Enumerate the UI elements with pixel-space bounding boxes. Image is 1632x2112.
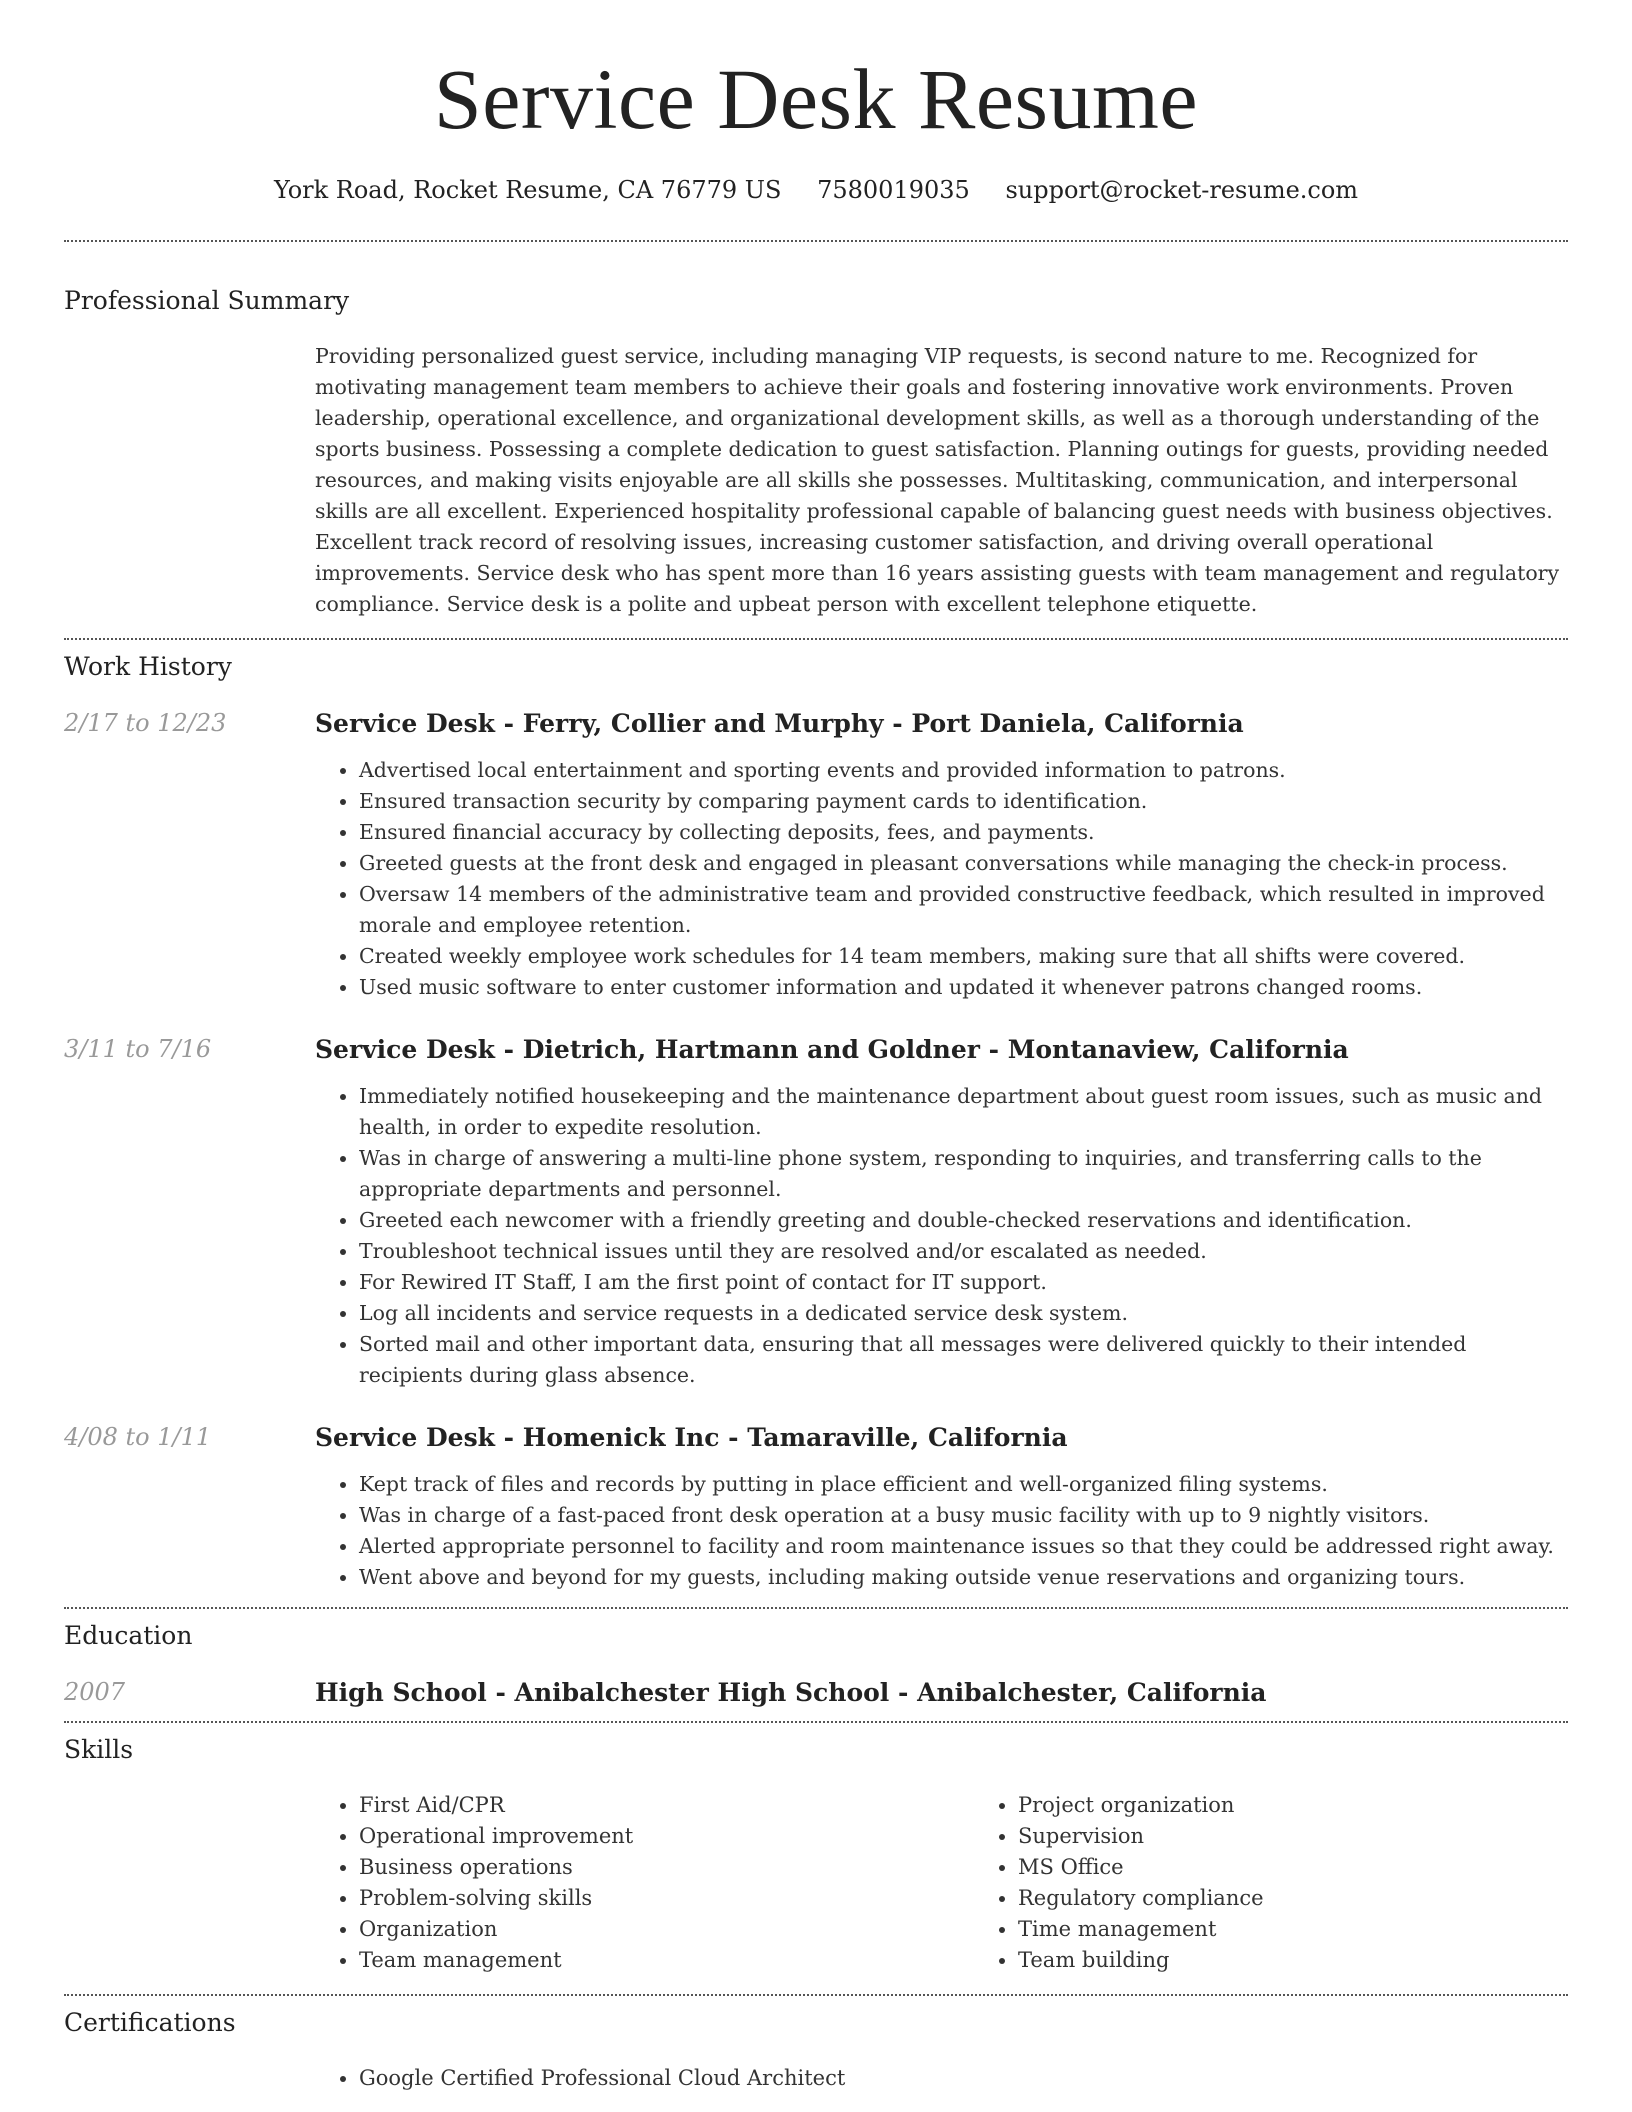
list-item: • Created weekly employee work schedules for 14 team members, making sure that all shifts were covered. bbox=[359, 941, 1568, 972]
job-bullets bbox=[315, 1469, 1568, 1593]
job-dates: 4/08 to 1/11 bbox=[64, 1423, 212, 1451]
list-item: • Kept track of files and records by putting in place efficient and well-organized filing systems. bbox=[359, 1469, 1568, 1500]
skills-section bbox=[64, 1735, 1568, 1976]
skill-item: • Regulatory compliance bbox=[1018, 1883, 1632, 1914]
list-item: • Sorted mail and other important data, ensuring that all messages were delivered quickly to their intended recipients during glass absence. bbox=[359, 1329, 1568, 1391]
job-dates: 3/11 to 7/16 bbox=[64, 1035, 212, 1063]
list-item: • Greeted each newcomer with a friendly greeting and double-checked reservations and identification. bbox=[359, 1205, 1568, 1236]
section-title-certifications: Certifications bbox=[64, 2008, 236, 2037]
section-title-education: Education bbox=[64, 1621, 193, 1650]
job-dates: 2/17 to 12/23 bbox=[64, 709, 227, 737]
list-item: • Ensured financial accuracy by collecting deposits, fees, and payments. bbox=[359, 817, 1568, 848]
list-item: • For Rewired IT Staff, I am the first point of contact for IT support. bbox=[359, 1267, 1568, 1298]
certification-item: • Google Certified Professional Cloud Architect bbox=[359, 2063, 845, 2094]
skill-item: • Team building bbox=[1018, 1945, 1632, 1976]
education-section bbox=[64, 1621, 1568, 1707]
contact-address: York Road, Rocket Resume, CA 76779 US bbox=[273, 176, 782, 204]
skill-item: • MS Office bbox=[1018, 1852, 1632, 1883]
contact-phone: 7580019035 bbox=[817, 176, 970, 204]
skill-item: • Organization bbox=[359, 1914, 974, 1945]
skill-item: • First Aid/CPR bbox=[359, 1790, 974, 1821]
skill-item: • Problem-solving skills bbox=[359, 1883, 974, 1914]
section-title-work: Work History bbox=[64, 652, 232, 681]
job-bullets bbox=[315, 755, 1568, 1003]
skill-item: • Operational improvement bbox=[359, 1821, 974, 1852]
contact-line bbox=[64, 176, 1568, 204]
job-title: Service Desk - Ferry, Collier and Murphy - Port Daniela, California bbox=[315, 709, 1244, 738]
contact-email: support@rocket-resume.com bbox=[1005, 176, 1359, 204]
job-title: Service Desk - Dietrich, Hartmann and Goldner - Montanaview, California bbox=[315, 1035, 1349, 1064]
section-title-summary: Professional Summary bbox=[64, 286, 350, 315]
skill-item: • Business operations bbox=[359, 1852, 974, 1883]
divider bbox=[64, 638, 1568, 640]
job-bullets bbox=[315, 1081, 1568, 1391]
work-history-section bbox=[64, 652, 1568, 1593]
skill-item: • Team management bbox=[359, 1945, 974, 1976]
job-entry bbox=[64, 1035, 1568, 1391]
summary-section bbox=[64, 286, 1568, 620]
divider bbox=[64, 1721, 1568, 1723]
list-item: • Used music software to enter customer information and updated it whenever patrons changed rooms. bbox=[359, 972, 1568, 1003]
skill-item: • Supervision bbox=[1018, 1821, 1632, 1852]
section-title-skills: Skills bbox=[64, 1735, 134, 1764]
list-item: • Oversaw 14 members of the administrative team and provided constructive feedback, which resulted in improved morale and employee retention. bbox=[359, 879, 1568, 941]
summary-text: Providing personalized guest service, including managing VIP requests, is second nature to me. Recognized for motivating management team members to achieve their goals and fostering innovative work environments. Proven leadership, operational excellence, and organizational development skills, as well as a thorough understanding of the sports business. Possessing a complete dedication to guest satisfaction. Planning outings for guests, providing needed resources, and making visits enjoyable are all skills she possesses. Multitasking, communication, and interpersonal skills are all excellent. Experienced hospitality professional capable of balancing guest needs with business objectives. Excellent track record of resolving issues, increasing customer satisfaction, and driving overall operational improvements. Service desk who has spent more than 16 years assisting guests with team management and regulatory compliance. Service desk is a polite and upbeat person with excellent telephone etiquette. bbox=[315, 344, 1560, 616]
divider bbox=[64, 1994, 1568, 1996]
list-item: • Advertised local entertainment and sporting events and provided information to patrons. bbox=[359, 755, 1568, 786]
skill-item: • Project organization bbox=[1018, 1790, 1632, 1821]
list-item: • Was in charge of a fast-paced front desk operation at a busy music facility with up to 9 nightly visitors. bbox=[359, 1500, 1568, 1531]
education-title: High School - Anibalchester High School - Anibalchester, California bbox=[315, 1678, 1267, 1707]
list-item: • Immediately notified housekeeping and the maintenance department about guest room issues, such as music and health, in order to expedite resolution. bbox=[359, 1081, 1568, 1143]
resume-page bbox=[64, 0, 1568, 2094]
resume-title: Service Desk Resume bbox=[433, 51, 1199, 147]
certifications-section bbox=[64, 2008, 1568, 2094]
list-item: • Troubleshoot technical issues until they are resolved and/or escalated as needed. bbox=[359, 1236, 1568, 1267]
job-entry bbox=[64, 1423, 1568, 1593]
list-item: • Went above and beyond for my guests, including making outside venue reservations and organizing tours. bbox=[359, 1562, 1568, 1593]
list-item: • Greeted guests at the front desk and engaged in pleasant conversations while managing the check-in process. bbox=[359, 848, 1568, 879]
job-entry bbox=[64, 709, 1568, 1003]
divider bbox=[64, 1607, 1568, 1609]
skills-list-right bbox=[974, 1790, 1632, 1976]
skill-item: • Time management bbox=[1018, 1914, 1632, 1945]
list-item: • Ensured transaction security by comparing payment cards to identification. bbox=[359, 786, 1568, 817]
certifications-list bbox=[315, 2063, 845, 2094]
list-item: • Log all incidents and service requests in a dedicated service desk system. bbox=[359, 1298, 1568, 1329]
education-date: 2007 bbox=[64, 1678, 126, 1706]
list-item: • Was in charge of answering a multi-line phone system, responding to inquiries, and transferring calls to the appropriate departments and personnel. bbox=[359, 1143, 1568, 1205]
education-entry bbox=[64, 1678, 1568, 1707]
skills-list-left bbox=[315, 1790, 974, 1976]
job-title: Service Desk - Homenick Inc - Tamaraville, California bbox=[315, 1423, 1068, 1452]
list-item: • Alerted appropriate personnel to facility and room maintenance issues so that they could be addressed right away. bbox=[359, 1531, 1568, 1562]
divider bbox=[64, 240, 1568, 242]
